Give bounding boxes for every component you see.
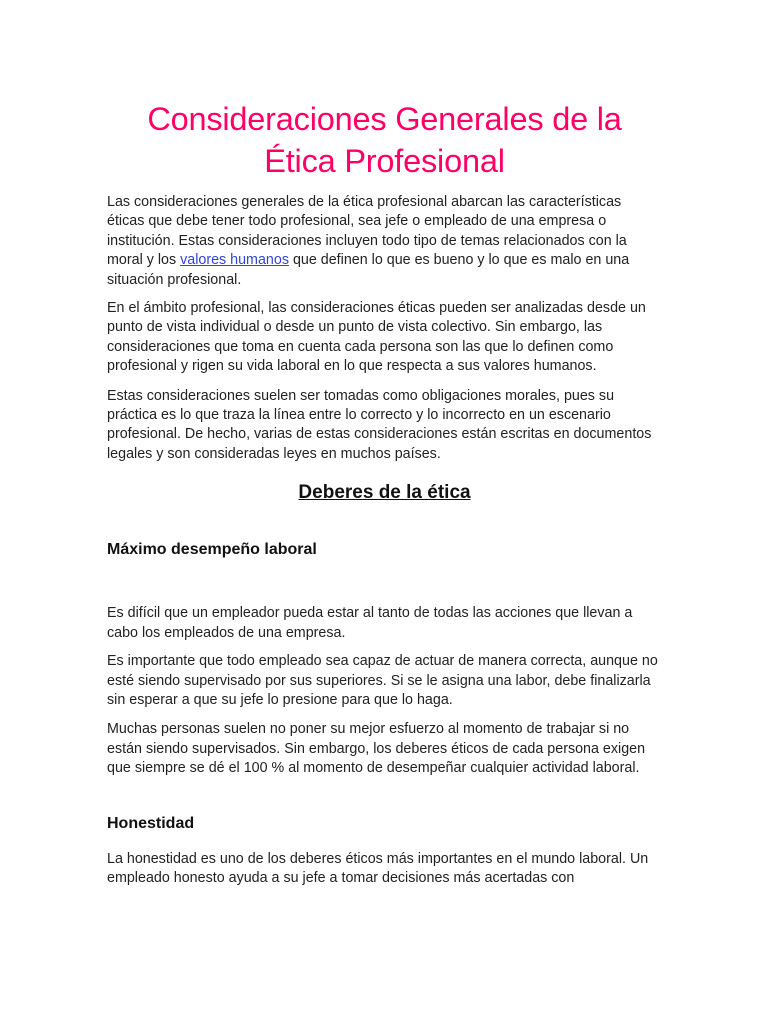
paragraph-empleador: Es difícil que un empleador pueda estar al tanto de todas las acciones que llevan a cabo los empleados de una empresa. xyxy=(107,605,633,641)
paragraph-ambito: En el ámbito profesional, las consideraciones éticas pueden ser analizadas desde un punto de vista individual o desde un punto de vista colectivo. Sin embargo, las consideraciones que toma en cuenta cada persona son las que lo definen como profesional y rigen su vida laboral en lo que respecta a sus valores humanos. xyxy=(107,300,646,375)
intro-text-start: Las consideraciones generales de la ética profesional abarcan las características éticas que debe tener todo profesional, sea jefe o empleado de una empresa o institución. Estas consideraciones incluyen todo tipo de temas relacionados con la moral y los xyxy=(107,194,627,269)
paragraph-actuar-correcto: Es importante que todo empleado sea capaz de actuar de manera correcta, aunque no esté siendo supervisado por sus superiores. Si se le asigna una labor, debe finalizarla sin esperar a que su jefe lo presione para que lo haga. xyxy=(107,653,658,708)
paragraph-esfuerzo: Muchas personas suelen no poner su mejor esfuerzo al momento de trabajar si no están siendo supervisados. Sin embargo, los deberes éticos de cada persona exigen que siempre se dé el 100 % al momento de desempeñar cualquier actividad laboral. xyxy=(107,721,646,777)
paragraph-obligaciones: Estas consideraciones suelen ser tomadas como obligaciones morales, pues su práctica es lo que traza la línea entre lo correcto y lo incorrecto en un escenario profesional. De hecho, varias de estas consideraciones están escritas en documentos legales y son consideradas leyes en muchos países. xyxy=(107,387,652,462)
intro-text-end: que definen lo que es bueno y lo que es malo en una situación profesional. xyxy=(107,252,630,288)
title-line-2: Ética Profesional xyxy=(264,143,505,179)
paragraph-honestidad: La honestidad es uno de los deberes éticos más importantes en el mundo laboral. Un empleado honesto ayuda a su jefe a tomar decisiones más acertadas con xyxy=(107,850,649,886)
subheading-maximo-desempeno: Máximo desempeño laboral xyxy=(107,541,317,559)
intro-paragraph xyxy=(107,193,662,290)
document-page xyxy=(107,98,662,888)
section-heading-deberes: Deberes de la ética xyxy=(298,482,471,504)
subheading-honestidad: Honestidad xyxy=(107,814,195,832)
document-title xyxy=(107,98,662,182)
title-line-1: Consideraciones Generales de la xyxy=(147,101,622,137)
valores-humanos-link[interactable]: valores humanos xyxy=(180,252,289,269)
